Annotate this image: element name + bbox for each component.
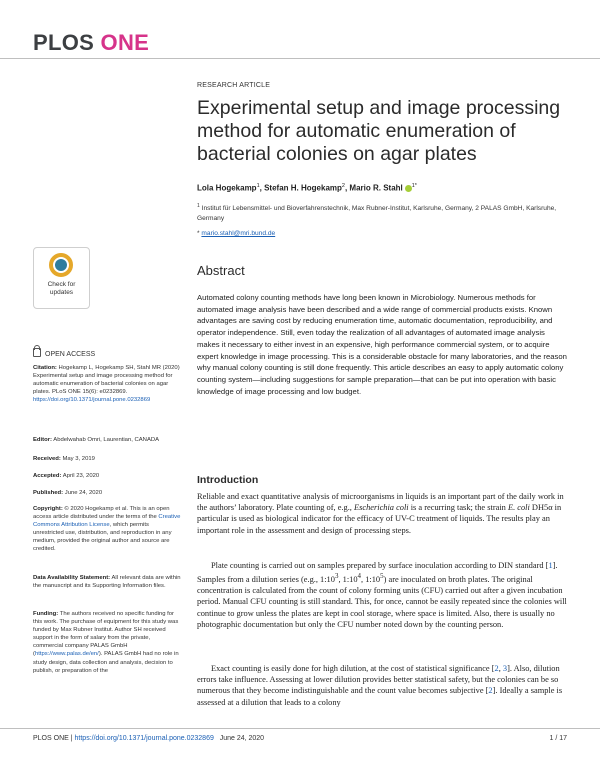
intro-text: ) are inoculated on broth plates. The original concentration is calculated from the count of colony forming units (CFU) carried out after a given incubation period. Manual CFU counting is still standard. This, for once, cannot be easily repeated since the colonies will continue to grow unless the plates are kept in cool storage, where space is limited. Also, there is usually no photographic documentation but only the CFU number noted down by the counting person.	[197, 575, 567, 629]
species-name: Escherichia coli	[353, 503, 409, 513]
author-affil: 1	[256, 183, 260, 189]
exponent: 5	[380, 572, 384, 581]
ref-separator: ,	[498, 664, 503, 673]
intro-text: ]. Also, dilution errors take influence. Assessing at lower dilution provides better statistical safety, but the colonies can be so numerous that they become indistinguishable and the count value becomes subjective [	[197, 664, 560, 696]
abstract-text: Automated colony counting methods have long been known in Microbiology. Numerous methods for automated image analysis have been described and a wide range of commercial products exists. Known advantages are saving cost by reducing enumeration time, automatic documentation, reproducibility, and operator independence. Still, even today the realization of all advantages of automated image analysis makes it necessary to either invest in an expensive, high performance commercial system, or to acquire expert knowledge in image processing. This is a considerable obstacle for many laboratories, and the reason why manual colony counting is still done frequently. This article describes an easy to apply automatic colony counting system—including suggestions for sample preparation—that can be put into operation with basic knowledge of image processing and low budget.	[197, 293, 567, 396]
exponent: 3	[334, 572, 339, 581]
intro-text: is a recurring task; the strain	[408, 503, 508, 513]
published	[33, 489, 181, 497]
intro-text: , 1:10	[361, 575, 381, 584]
header-rule	[0, 58, 600, 59]
intro-text: Exact counting is easily done for high dilution, at the cost of statistical significance [	[211, 664, 495, 673]
orcid-icon[interactable]	[405, 185, 412, 192]
footer-journal: PLOS ONE	[33, 735, 69, 742]
intro-text: , 1:10	[338, 575, 358, 584]
article-type: RESEARCH ARTICLE	[197, 82, 271, 89]
affiliations: $^1$ Institut für Lebensmittel- und Bioverfahrenstechnik, Max Rubner-Institut, Karlsruhe, Germany, 2 PALAS GmbH, Karlsruhe, Germany	[197, 203, 557, 223]
citation-doi-link[interactable]: https://doi.org/10.1371/journal.pone.0232869	[33, 397, 151, 404]
article-title: Experimental setup and image processing method for automatic enumeration of bacterial colonies on agar plates	[197, 97, 561, 165]
author-name: Mario R. Stahl	[349, 183, 403, 193]
author-list: Lola Hogekamp$^1$, Stefan H. Hogekamp$^2$, Mario R. Stahl $^{1*}$	[197, 183, 417, 193]
check-updates-icon	[49, 253, 73, 277]
corresponding-email	[197, 230, 275, 237]
data-text: All relevant data are within the manuscript and its Supporting Information files.	[33, 575, 181, 590]
intro-text: ]. Samples from a dilution series (e.g., 1:10	[197, 561, 558, 584]
funding-label: Funding:	[33, 611, 59, 617]
copyright-text: © 2020 Hogekamp et al. This is an open access article distributed under the terms of the	[33, 506, 170, 521]
reference-link[interactable]: 2	[494, 664, 499, 673]
badge-line2: updates	[49, 289, 74, 296]
published-date: June 24, 2020	[64, 490, 103, 496]
reference-link[interactable]: 2	[488, 686, 493, 696]
abstract-heading: Abstract	[197, 263, 245, 278]
open-lock-icon	[33, 348, 41, 357]
copyright-label: Copyright:	[33, 506, 63, 512]
footer-rule	[0, 728, 600, 729]
author-name: Stefan H. Hogekamp	[264, 183, 342, 193]
author-affil: 2	[341, 183, 345, 189]
exponent: 4	[357, 572, 362, 581]
footer-doi-link[interactable]: https://doi.org/10.1371/journal.pone.0232869	[74, 735, 214, 742]
intro-text: Reliable and exact quantitative analysis of microorganisms in liquids is an important part of the daily work in the authors’ laboratory. Plate counting of, e.g.,	[197, 492, 564, 513]
funding	[33, 610, 181, 675]
funding-text-end: ). PALAS GmbH had no role in study design, data collection and analysis, decision to publish, or preparation of the	[33, 651, 179, 674]
check-for-updates-badge[interactable]	[33, 247, 90, 309]
published-label: Published:	[33, 490, 64, 496]
received-date: May 3, 2019	[62, 456, 95, 462]
editor-label: Editor:	[33, 437, 52, 443]
reference-link[interactable]: 3	[502, 664, 508, 673]
intro-paragraph-3	[197, 663, 575, 708]
reference-link[interactable]: 1	[548, 561, 553, 570]
affiliation-text: Institut für Lebensmittel- und Bioverfahrenstechnik, Max Rubner-Institut, Karlsruhe, Germany, 2 PALAS GmbH, Karlsruhe, Germany	[197, 205, 557, 223]
open-access-label: OPEN ACCESS	[45, 351, 96, 358]
species-name: E. coli	[507, 503, 530, 513]
intro-text: Plate counting is carried out on samples prepared by surface inoculation according to DIN standard [	[211, 561, 549, 570]
copyright-text-end: , which permits unrestricted use, distribution, and reproduction in any medium, provided the original author and source are credited.	[33, 522, 172, 553]
intro-text: ]. Ideally a sample is assessed at a dilution that leads to a colony	[197, 686, 563, 707]
citation-label: Citation:	[33, 365, 57, 371]
page-number: 1 / 17	[549, 735, 567, 742]
received	[33, 455, 181, 463]
accepted	[33, 472, 181, 480]
editor-text: Abdelwahab Omri, Laurentian, CANADA	[53, 437, 160, 443]
copyright	[33, 505, 181, 554]
footer-separator: |	[68, 735, 75, 742]
footer-date: June 24, 2020	[219, 735, 265, 742]
badge-line1: Check for	[47, 281, 76, 288]
introduction-heading: Introduction	[197, 474, 259, 486]
author-name: Lola Hogekamp	[197, 183, 257, 193]
author-affil: 1*	[411, 183, 417, 189]
open-access	[33, 348, 95, 358]
page-footer	[33, 735, 567, 742]
journal-logo	[33, 30, 149, 56]
intro-text: DH5α in particular is used as biological indicator for the efficacy of UV-C treatment of liquids. The results play an important role in the assessment and design of processing steps.	[197, 503, 562, 535]
intro-paragraph-1	[197, 491, 575, 536]
funding-link[interactable]: https://www.palas.de/en/	[34, 651, 99, 658]
received-label: Received:	[33, 456, 61, 462]
data-availability	[33, 574, 181, 590]
accepted-date: April 23, 2020	[62, 473, 100, 479]
data-label: Data Availability Statement:	[33, 575, 111, 581]
logo-one: ONE	[100, 30, 150, 55]
email-link[interactable]: mario.stahl@mri.bund.de	[201, 230, 276, 237]
license-link[interactable]: Creative Commons Attribution License	[33, 514, 181, 529]
logo-plos: PLOS	[33, 30, 95, 55]
email-marker: *	[197, 230, 200, 237]
citation	[33, 364, 181, 404]
accepted-label: Accepted:	[33, 473, 62, 479]
intro-paragraph-2	[197, 560, 575, 630]
editor	[33, 436, 181, 444]
funding-text: The authors received no specific funding for this work. The purchase of equipment for this study was funded by Max Rubner Institut. Author SH received support in the form of salary from the private, commercial company PALAS GmbH (	[33, 611, 179, 658]
citation-text: Hogekamp L, Hogekamp SH, Stahl MR (2020) Experimental setup and image processing method for automatic enumeration of bacterial colonies on agar plates. PLoS ONE 15(6): e0232869.	[33, 365, 180, 396]
